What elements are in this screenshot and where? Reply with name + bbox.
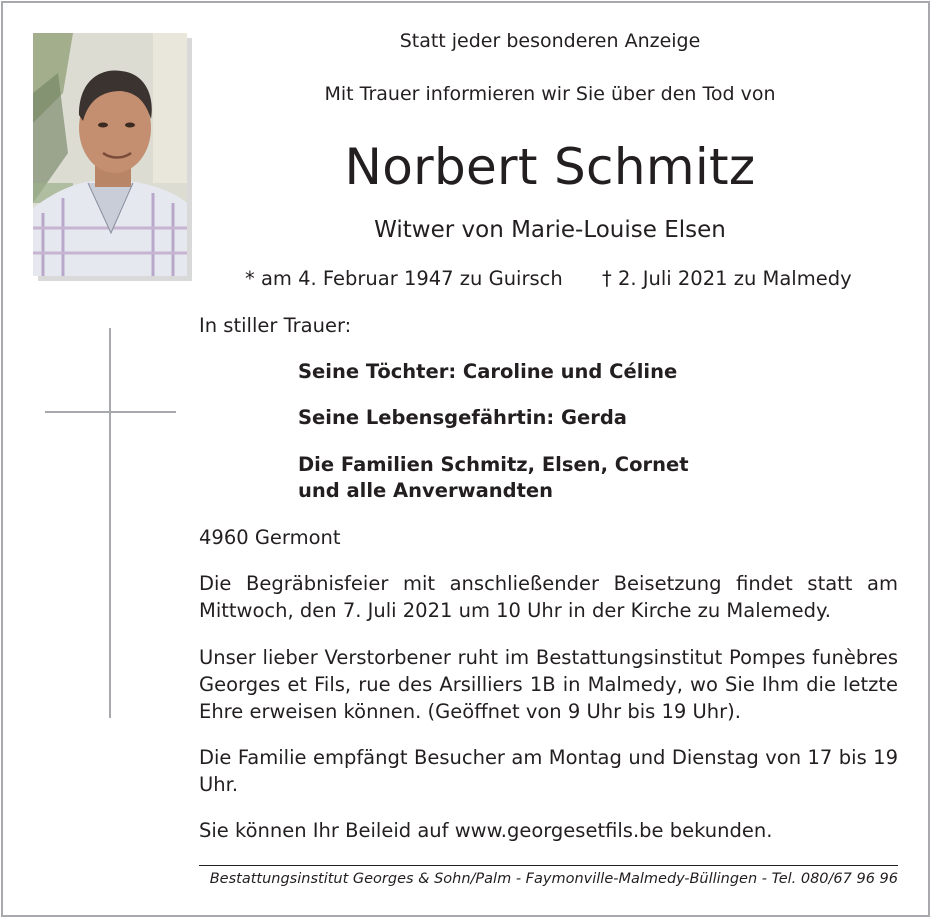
funeral-paragraph: Die Begräbnisfeier mit anschließender Beisetzung findet statt am Mittwoch, den 7. Juli 2021 um 10 Uhr in der Kirche zu Malemedy.: [199, 572, 898, 622]
viewing-paragraph: Unser lieber Verstorbener ruht im Bestattungsinstitut Pompes funèbres Georges et Fils, rue des Arsilliers 1B in Malmedy, wo Sie Ihm die letzte Ehre erweisen können. (Geöffnet von 9 Uhr bis 19 Uhr).: [199, 646, 898, 723]
families-line-1: Die Familien Schmitz, Elsen, Cornet: [298, 453, 689, 476]
intro-line: Statt jeder besonderen Anzeige: [399, 30, 701, 52]
location-line: 4960 Germont: [199, 526, 341, 549]
deceased-name: Norbert Schmitz: [344, 138, 756, 196]
cross-horizontal-bar: [45, 411, 176, 413]
announcement-line: Mit Trauer informieren wir Sie über den Tod von: [324, 83, 776, 105]
condolences-paragraph: Sie können Ihr Beileid auf www.georgesetfils.be bekunden.: [199, 819, 773, 842]
cross-vertical-bar: [109, 328, 111, 718]
birth-date: * am 4. Februar 1947 zu Guirsch: [245, 267, 563, 290]
families-line-2: und alle Anverwandten: [298, 479, 554, 502]
widower-line: Witwer von Marie-Louise Elsen: [374, 217, 726, 243]
daughters-line: Seine Töchter: Caroline und Céline: [298, 360, 678, 383]
funeral-home-footer: Bestattungsinstitut Georges & Sohn/Palm - Faymonville-Malmedy-Büllingen - Tel. 080/67 96 96: [209, 871, 898, 887]
mourners-heading: In stiller Trauer:: [199, 314, 352, 337]
footer-divider: [199, 865, 898, 866]
visitors-paragraph: Die Familie empfängt Besucher am Montag und Dienstag von 17 bis 19 Uhr.: [199, 746, 898, 796]
portrait-photo: [33, 33, 187, 276]
death-date: † 2. Juli 2021 zu Malmedy: [602, 267, 852, 290]
partner-line: Seine Lebensgefährtin: Gerda: [298, 406, 627, 429]
